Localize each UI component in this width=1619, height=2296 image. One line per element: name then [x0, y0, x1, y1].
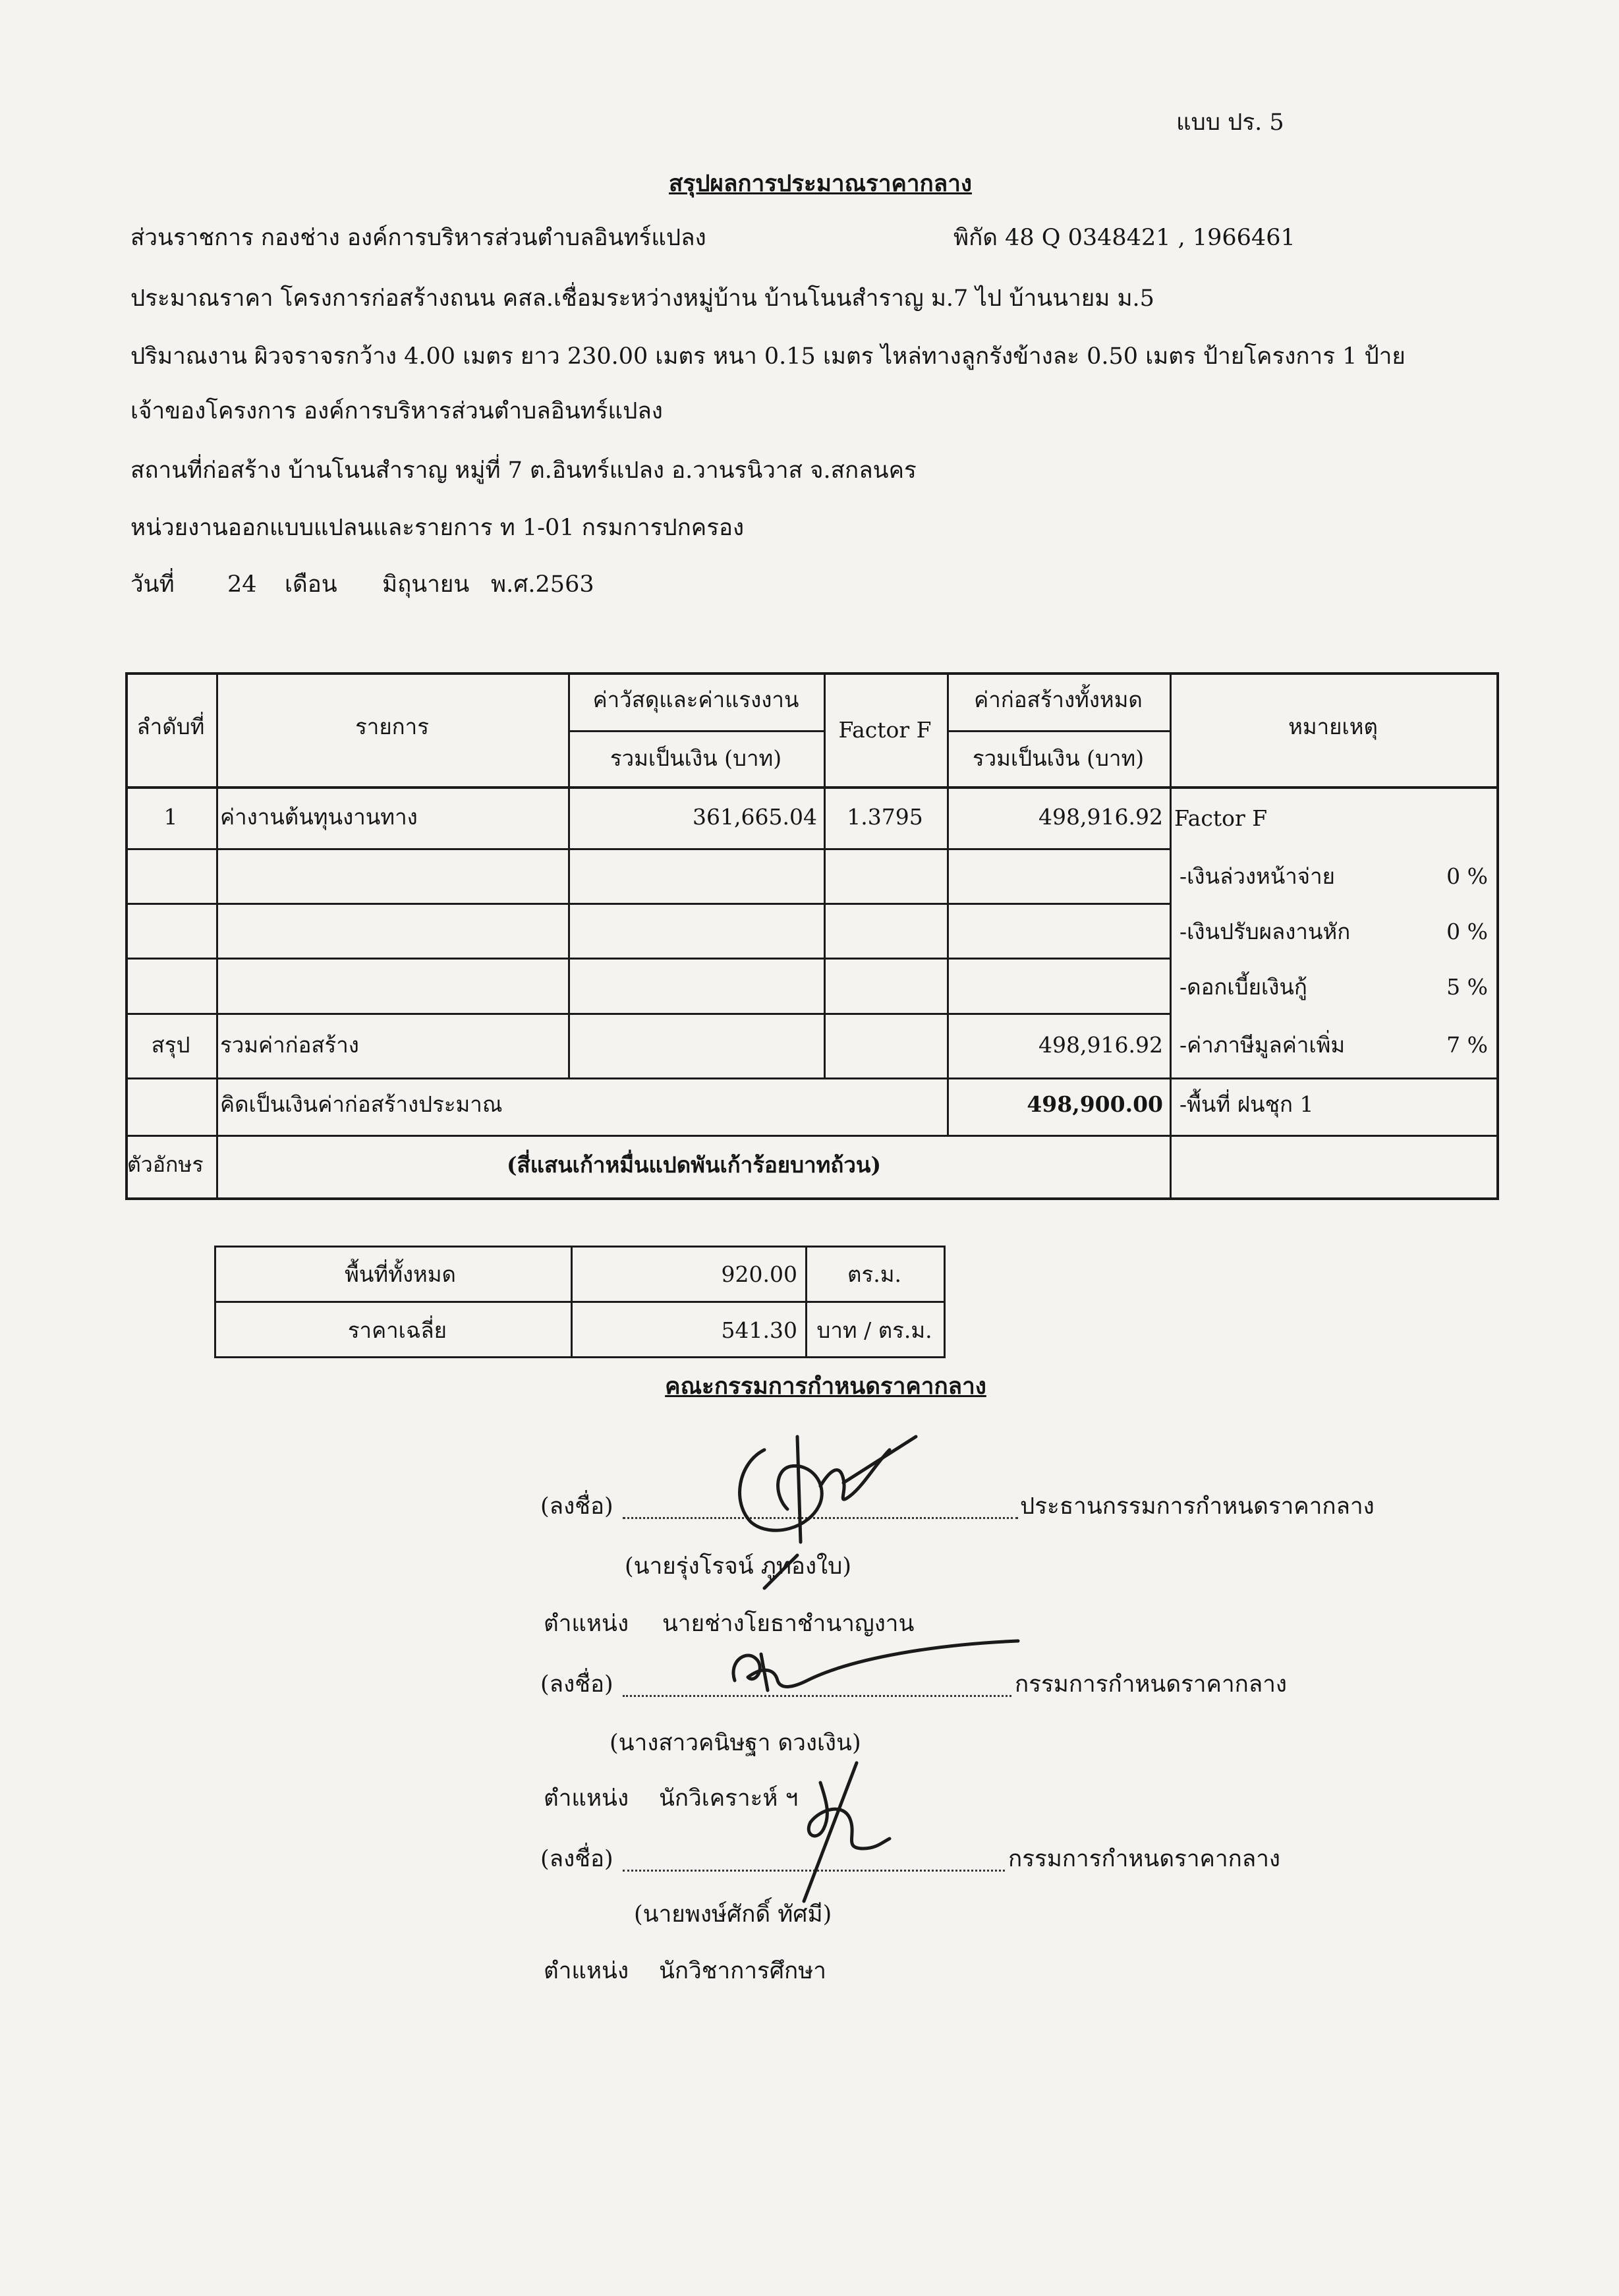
position-label-2: ตำแหน่ง	[544, 1785, 629, 1812]
designer-line: หน่วยงานออกแบบแปลนและรายการ ท 1-01 กรมการปกครอง	[130, 515, 745, 541]
project-line: ประมาณราคา โครงการก่อสร้างถนน คสล.เชื่อมระหว่างหมู่บ้าน บ้านโนนสำราญ ม.7 ไป บ้านนายม ม.5	[130, 285, 1154, 312]
remark-vat: -ค่าภาษีมูลค่าเพิ่ม	[1179, 1032, 1346, 1058]
position-label-1: ตำแหน่ง	[544, 1611, 629, 1637]
remark-advance: -เงินล่วงหน้าจ่าย	[1179, 863, 1336, 889]
member2-signature	[722, 1628, 1091, 1707]
agency-line: ส่วนราชการ กองช่าง องค์การบริหารส่วนตำบลอินทร์แปลง	[130, 225, 706, 251]
summary-item: รวมค่าก่อสร้าง	[220, 1032, 359, 1058]
remark-adjust: -เงินปรับผลงานหัก	[1179, 919, 1351, 944]
avg-price-value: 541.30	[721, 1317, 797, 1343]
sign-label-1: (ลงชื่อ)	[540, 1493, 613, 1520]
member2-position: นักวิเคราะห์ ฯ	[659, 1785, 799, 1812]
coordinates: พิกัด 48 Q 0348421 , 1966461	[953, 225, 1295, 251]
remark-rain-zone: -พื้นที่ ฝนชุก 1	[1179, 1091, 1314, 1117]
header-no: ลำดับที่	[136, 714, 205, 739]
location-line: สถานที่ก่อสร้าง บ้านโนนสำราญ หมู่ที่ 7 ต.อินทร์แปลง อ.วานรนิวาส จ.สกลนคร	[130, 457, 917, 484]
sign-label-2: (ลงชื่อ)	[540, 1671, 613, 1698]
remark-advance-value: 0 %	[1446, 863, 1488, 889]
estimate-total: 498,900.00	[1027, 1091, 1163, 1117]
area-total-label: พื้นที่ทั้งหมด	[345, 1261, 456, 1287]
owner-line: เจ้าของโครงการ องค์การบริหารส่วนตำบลอินทร์แปลง	[130, 398, 663, 424]
member3-role: กรรมการกำหนดราคากลาง	[1008, 1846, 1280, 1872]
form-code: แบบ ปร. 5	[1176, 109, 1284, 136]
date-label: วันที่	[130, 571, 175, 598]
row1-total: 498,916.92	[1038, 804, 1163, 830]
header-factor: Factor F	[838, 717, 932, 743]
words-text: (สี่แสนเก้าหมื่นแปดพันเก้าร้อยบาทถ้วน)	[506, 1152, 882, 1178]
avg-price-label: ราคาเฉลี่ย	[347, 1317, 447, 1343]
position-label-3: ตำแหน่ง	[544, 1958, 629, 1984]
member2-role: กรรมการกำหนดราคากลาง	[1015, 1671, 1287, 1698]
date-month-label: เดือน	[285, 571, 337, 598]
date-month: มิถุนายน	[382, 571, 470, 598]
row1-remark: Factor F	[1174, 805, 1268, 831]
estimate-item: คิดเป็นเงินค่าก่อสร้างประมาณ	[220, 1091, 503, 1117]
member2-name: (นางสาวคนิษฐา ดวงเงิน)	[610, 1730, 861, 1756]
header-item: รายการ	[355, 714, 429, 739]
member3-signature	[791, 1756, 896, 1908]
chairman-position: นายช่างโยธาชำนาญงาน	[662, 1611, 915, 1637]
row1-no: 1	[163, 804, 178, 830]
words-label: ตัวอักษร	[127, 1152, 204, 1177]
header-material-labor-sub: รวมเป็นเงิน (บาท)	[610, 745, 782, 771]
remark-interest-value: 5 %	[1446, 974, 1488, 1000]
row1-material-labor: 361,665.04	[693, 804, 817, 830]
area-total-value: 920.00	[721, 1261, 797, 1287]
summary-label: สรุป	[151, 1032, 190, 1058]
row1-factor: 1.3795	[847, 804, 923, 830]
quantity-line: ปริมาณงาน ผิวจราจรกว้าง 4.00 เมตร ยาว 230.00 เมตร หนา 0.15 เมตร ไหล่ทางลูกรังข้างละ 0.50 เมตร ป้ายโครงการ 1 ป้าย	[130, 343, 1406, 370]
remark-interest: -ดอกเบี้ยเงินกู้	[1179, 974, 1307, 1000]
header-total-sub: รวมเป็นเงิน (บาท)	[972, 745, 1145, 771]
row1-item: ค่างานต้นทุนงานทาง	[220, 804, 418, 830]
page-title: สรุปผลการประมาณราคากลาง	[669, 170, 972, 197]
header-total: ค่าก่อสร้างทั้งหมด	[974, 687, 1143, 712]
summary-total: 498,916.92	[1038, 1032, 1163, 1058]
remark-adjust-value: 0 %	[1446, 919, 1488, 944]
avg-price-unit: บาท / ตร.ม.	[816, 1317, 932, 1343]
chairman-role: ประธานกรรมการกำหนดราคากลาง	[1020, 1493, 1375, 1520]
remark-vat-value: 7 %	[1446, 1032, 1488, 1058]
date-year: พ.ศ.2563	[491, 571, 594, 598]
committee-title: คณะกรรมการกำหนดราคากลาง	[665, 1373, 986, 1400]
header-remark: หมายเหตุ	[1288, 714, 1378, 739]
member3-name: (นายพงษ์ศักดิ์ ทัศมี)	[634, 1901, 832, 1928]
chairman-signature	[712, 1423, 936, 1595]
header-material-labor: ค่าวัสดุและค่าแรงงาน	[592, 687, 799, 712]
chairman-name: (นายรุ่งโรจน์ ภูทองใบ)	[625, 1553, 852, 1580]
date-day: 24	[227, 571, 257, 598]
member3-position: นักวิชาการศึกษา	[659, 1958, 826, 1984]
sign-label-3: (ลงชื่อ)	[540, 1846, 613, 1872]
area-total-unit: ตร.ม.	[847, 1261, 901, 1287]
